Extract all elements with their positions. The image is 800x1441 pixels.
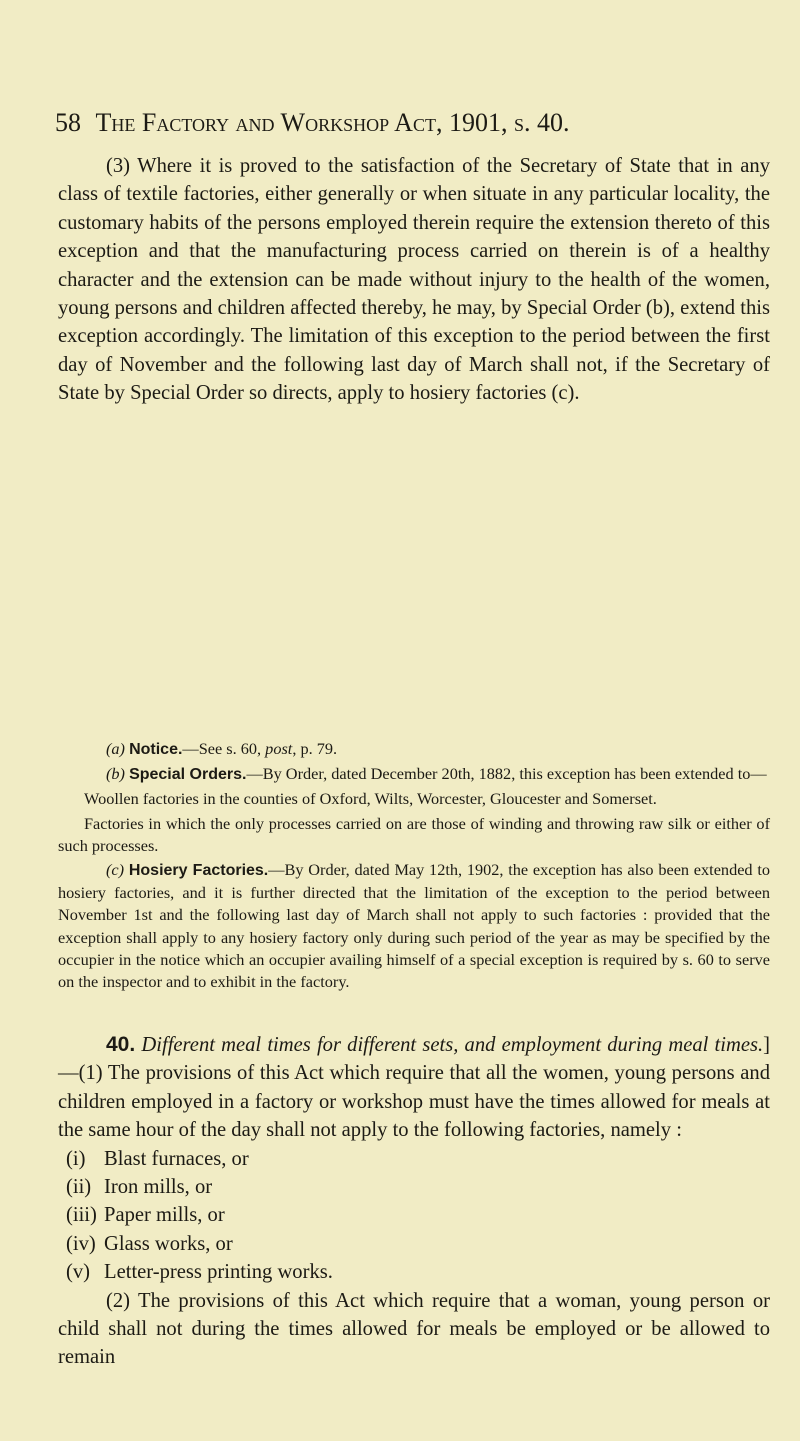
section-number: 40. [106, 1033, 136, 1056]
section-40 [58, 1031, 770, 1372]
list-item-text: Letter-press printing works. [104, 1261, 333, 1284]
list-item-text: Paper mills, or [104, 1204, 225, 1227]
note-a-heading: Notice. [129, 741, 183, 758]
note-b-heading: Special Orders. [129, 766, 247, 784]
note-c-heading: Hosiery Factories. [128, 862, 269, 880]
note-b-item-1: Woollen factories in the counties of Oxford, Wilts, Worcester, Gloucester and Somerset. [84, 789, 657, 809]
section-bracket: ] [763, 1034, 770, 1056]
note-a-label: (a) [106, 739, 125, 758]
section-40-intro [58, 1031, 770, 1145]
note-a-post: post [265, 739, 293, 758]
section-40-para-2: (2) The provisions of this Act which require that a woman, young person or child shall not during the times allowed for meals be employed or be allowed to remain [58, 1289, 770, 1369]
list-item-number: (iii) [66, 1204, 97, 1227]
list-item-3 [66, 1201, 770, 1229]
note-b-label: (b) [106, 764, 125, 784]
list-item-number: (v) [66, 1261, 91, 1284]
note-a-text-2: , p. 79. [292, 739, 338, 758]
section-heading: Different meal times for different sets, and employment during meal times. [141, 1034, 764, 1056]
list-item-2 [66, 1173, 770, 1201]
note-c-label: (c) [106, 860, 125, 880]
list-item-1 [66, 1145, 770, 1173]
note-a-text-1: —See s. 60, [182, 739, 262, 758]
list-item-text: Glass works, or [104, 1232, 233, 1255]
page-number: 58 [55, 108, 81, 137]
list-item-number: (iv) [66, 1232, 96, 1255]
section-39-subsection-3 [58, 152, 770, 408]
list-item-text: Iron mills, or [104, 1176, 213, 1199]
running-head [55, 108, 775, 138]
paragraph-3: (3) Where it is proved to the satisfaction of the Secretary of State that in any class of textile factories, either generally or when situate in any particular locality, the customary habits of the persons employed therein require the extension thereto of this exception and that the manufacturing process carried on therein is of a healthy character and the extension can be made without injury to the health of the women, young persons and children affected thereby, he may, by Special Order (b), extend this exception accordingly. The limitation of this exception to the period between the first day of November and the following last day of March shall not, if the Secretary of State by Special Order so directs, apply to hosiery factories (c). [58, 155, 770, 405]
note-a [58, 738, 770, 761]
list-item-number: (i) [66, 1147, 86, 1170]
note-b-text: —By Order, dated December 20th, 1882, this exception has been extended to— [246, 764, 767, 784]
list-item-4 [66, 1230, 770, 1258]
footnotes [58, 738, 770, 995]
note-b [58, 763, 770, 786]
list-item-text: Blast furnaces, or [104, 1147, 249, 1170]
note-c-text: —By Order, dated May 12th, 1902, the exception has also been extended to hosiery factories, and it is further directed that the limitation of the exception to the period between November 1st and the following last day of March shall not apply to such factories : provided that the exception shall apply to any hosiery factory only during such period of the year as may be specified by the occupier in the notice which an occupier availing himself of a special exception is required by s. 60 to serve on the inspector and to exhibit in the factory. [58, 860, 770, 992]
section-intro-text: —(1) The provisions of this Act which require that all the women, young persons and children employed in a factory or workshop must have the times allowed for meals at the same hour of the day shall not apply to the following factories, namely : [58, 1062, 770, 1142]
list-item-number: (ii) [66, 1176, 92, 1199]
note-c [58, 859, 770, 993]
list-item-5 [66, 1258, 770, 1286]
note-b-item-2: Factories in which the only processes carried on are those of winding and throwing raw silk or either of such processes. [58, 813, 770, 855]
page-title: The Factory and Workshop Act, 1901, s. 40. [95, 108, 570, 137]
